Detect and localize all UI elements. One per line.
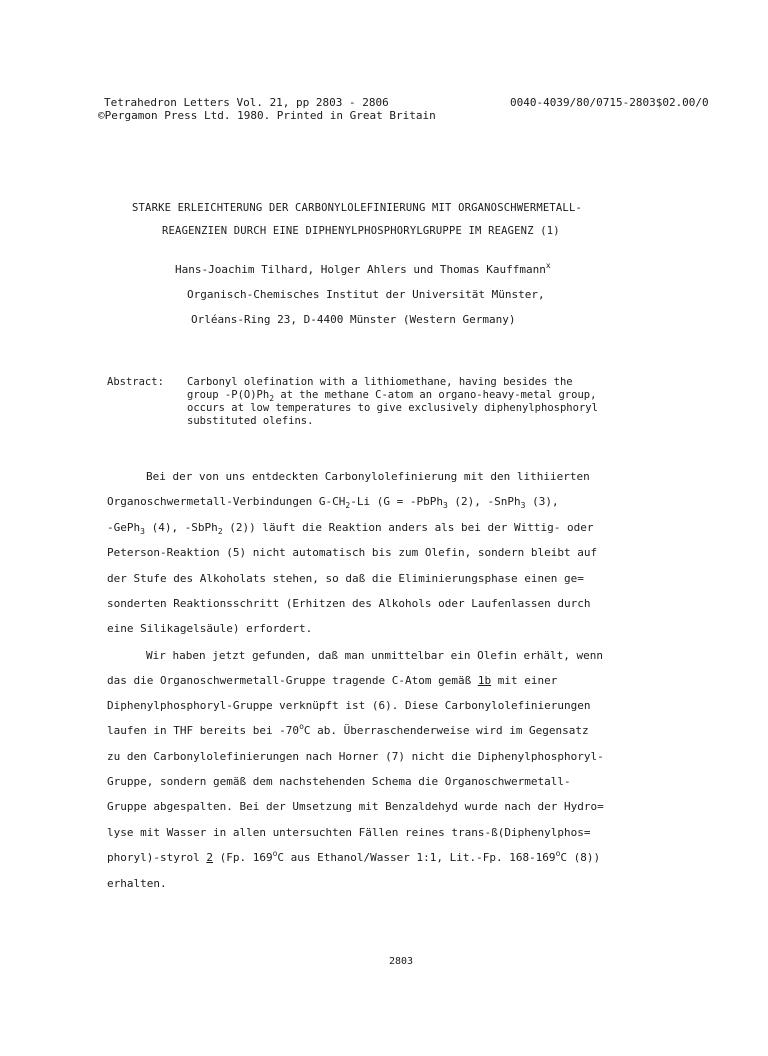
compound-ref-1b: 1b — [477, 674, 492, 687]
article-code: 0040-4039/80/0715-2803$02.00/0 — [510, 96, 709, 109]
paragraph-1-line-3: -GePh$_3$ (4), -SbPh$_2$ (2)) läuft die Reaktion anders als bei der Wittig- oder — [107, 521, 594, 536]
title-line-1: STARKE ERLEICHTERUNG DER CARBONYLOLEFINIERUNG MIT ORGANOSCHWERMETALL- — [132, 202, 582, 214]
journal-citation: Tetrahedron Letters Vol. 21, pp 2803 - 2806 — [104, 96, 389, 109]
paragraph-1-line-1: Bei der von uns entdeckten Carbonylolefinierung mit den lithiierten — [146, 470, 590, 483]
paragraph-1-line-6: sonderten Reaktionsschritt (Erhitzen des Alkohols oder Laufenlassen durch — [107, 597, 591, 610]
paragraph-2-line-7: Gruppe abgespalten. Bei der Umsetzung mit Benzaldehyd wurde nach der Hydro= — [107, 800, 604, 813]
paragraph-2-line-1: Wir haben jetzt gefunden, daß man unmittelbar ein Olefin erhält, wenn — [146, 649, 603, 662]
title-line-2: REAGENZIEN DURCH EINE DIPHENYLPHOSPHORYLGRUPPE IM REAGENZ (1) — [162, 225, 560, 237]
paragraph-2-line-6: Gruppe, sondern gemäß dem nachstehenden Schema die Organoschwermetall- — [107, 775, 571, 788]
paragraph-1-line-4: Peterson-Reaktion (5) nicht automatisch bis zum Olefin, sondern bleibt auf — [107, 546, 598, 559]
abstract-line-3: occurs at low temperatures to give exclusively diphenylphosphoryl — [187, 402, 598, 414]
paragraph-2-line-3: Diphenylphosphoryl-Gruppe verknüpft ist (6). Diese Carbonylolefinierungen — [107, 699, 591, 712]
paragraph-2-line-2: das die Organoschwermetall-Gruppe tragende C-Atom gemäß 1b mit einer — [107, 674, 558, 687]
paragraph-2-line-8: lyse mit Wasser in allen untersuchten Fällen reines trans-ß(Diphenylphos= — [107, 826, 591, 839]
paragraph-2-line-4: laufen in THF bereits bei -70$^o$C ab. Überraschenderweise wird im Gegensatz — [107, 722, 589, 737]
corresponding-mark: x — [545, 261, 551, 270]
paragraph-2-line-5: zu den Carbonylolefinierungen nach Horner (7) nicht die Diphenylphosphoryl- — [107, 750, 604, 763]
abstract-line-1: Carbonyl olefination with a lithiomethane, having besides the — [187, 376, 573, 388]
affiliation-line-1: Organisch-Chemisches Institut der Universität Münster, — [187, 288, 545, 301]
abstract-line-2: group $-P(O)Ph_2$ at the methane C-atom an organo-heavy-metal group, — [187, 389, 597, 403]
page-number: 2803 — [389, 956, 414, 967]
abstract-line-4: substituted olefins. — [187, 415, 314, 427]
paragraph-1-line-2: Organoschwermetall-Verbindungen $G-CH_2-Li$ (G = -PbPh$_3$ (2), -SnPh$_3$ (3), — [107, 495, 559, 510]
author-names: Hans-Joachim Tilhard, Holger Ahlers und Thomas Kauffmann — [175, 263, 546, 276]
affiliation-line-2: Orléans-Ring 23, D-4400 Münster (Western Germany) — [191, 313, 516, 326]
author-list — [175, 263, 551, 276]
paragraph-2-line-10: erhalten. — [107, 877, 167, 890]
paragraph-1-line-7: eine Silikagelsäule) erfordert. — [107, 622, 313, 635]
compound-ref-2: 2 — [206, 851, 213, 864]
paragraph-1-line-5: der Stufe des Alkoholats stehen, so daß die Eliminierungsphase einen ge= — [107, 572, 584, 585]
copyright-line: ©Pergamon Press Ltd. 1980. Printed in Great Britain — [98, 109, 436, 122]
abstract-label: Abstract: — [107, 376, 164, 388]
paragraph-2-line-9: phoryl)-styrol 2 (Fp. 169$^o$C aus Ethanol/Wasser 1:1, Lit.-Fp. 168-169$^o$C (8)) — [107, 849, 601, 864]
